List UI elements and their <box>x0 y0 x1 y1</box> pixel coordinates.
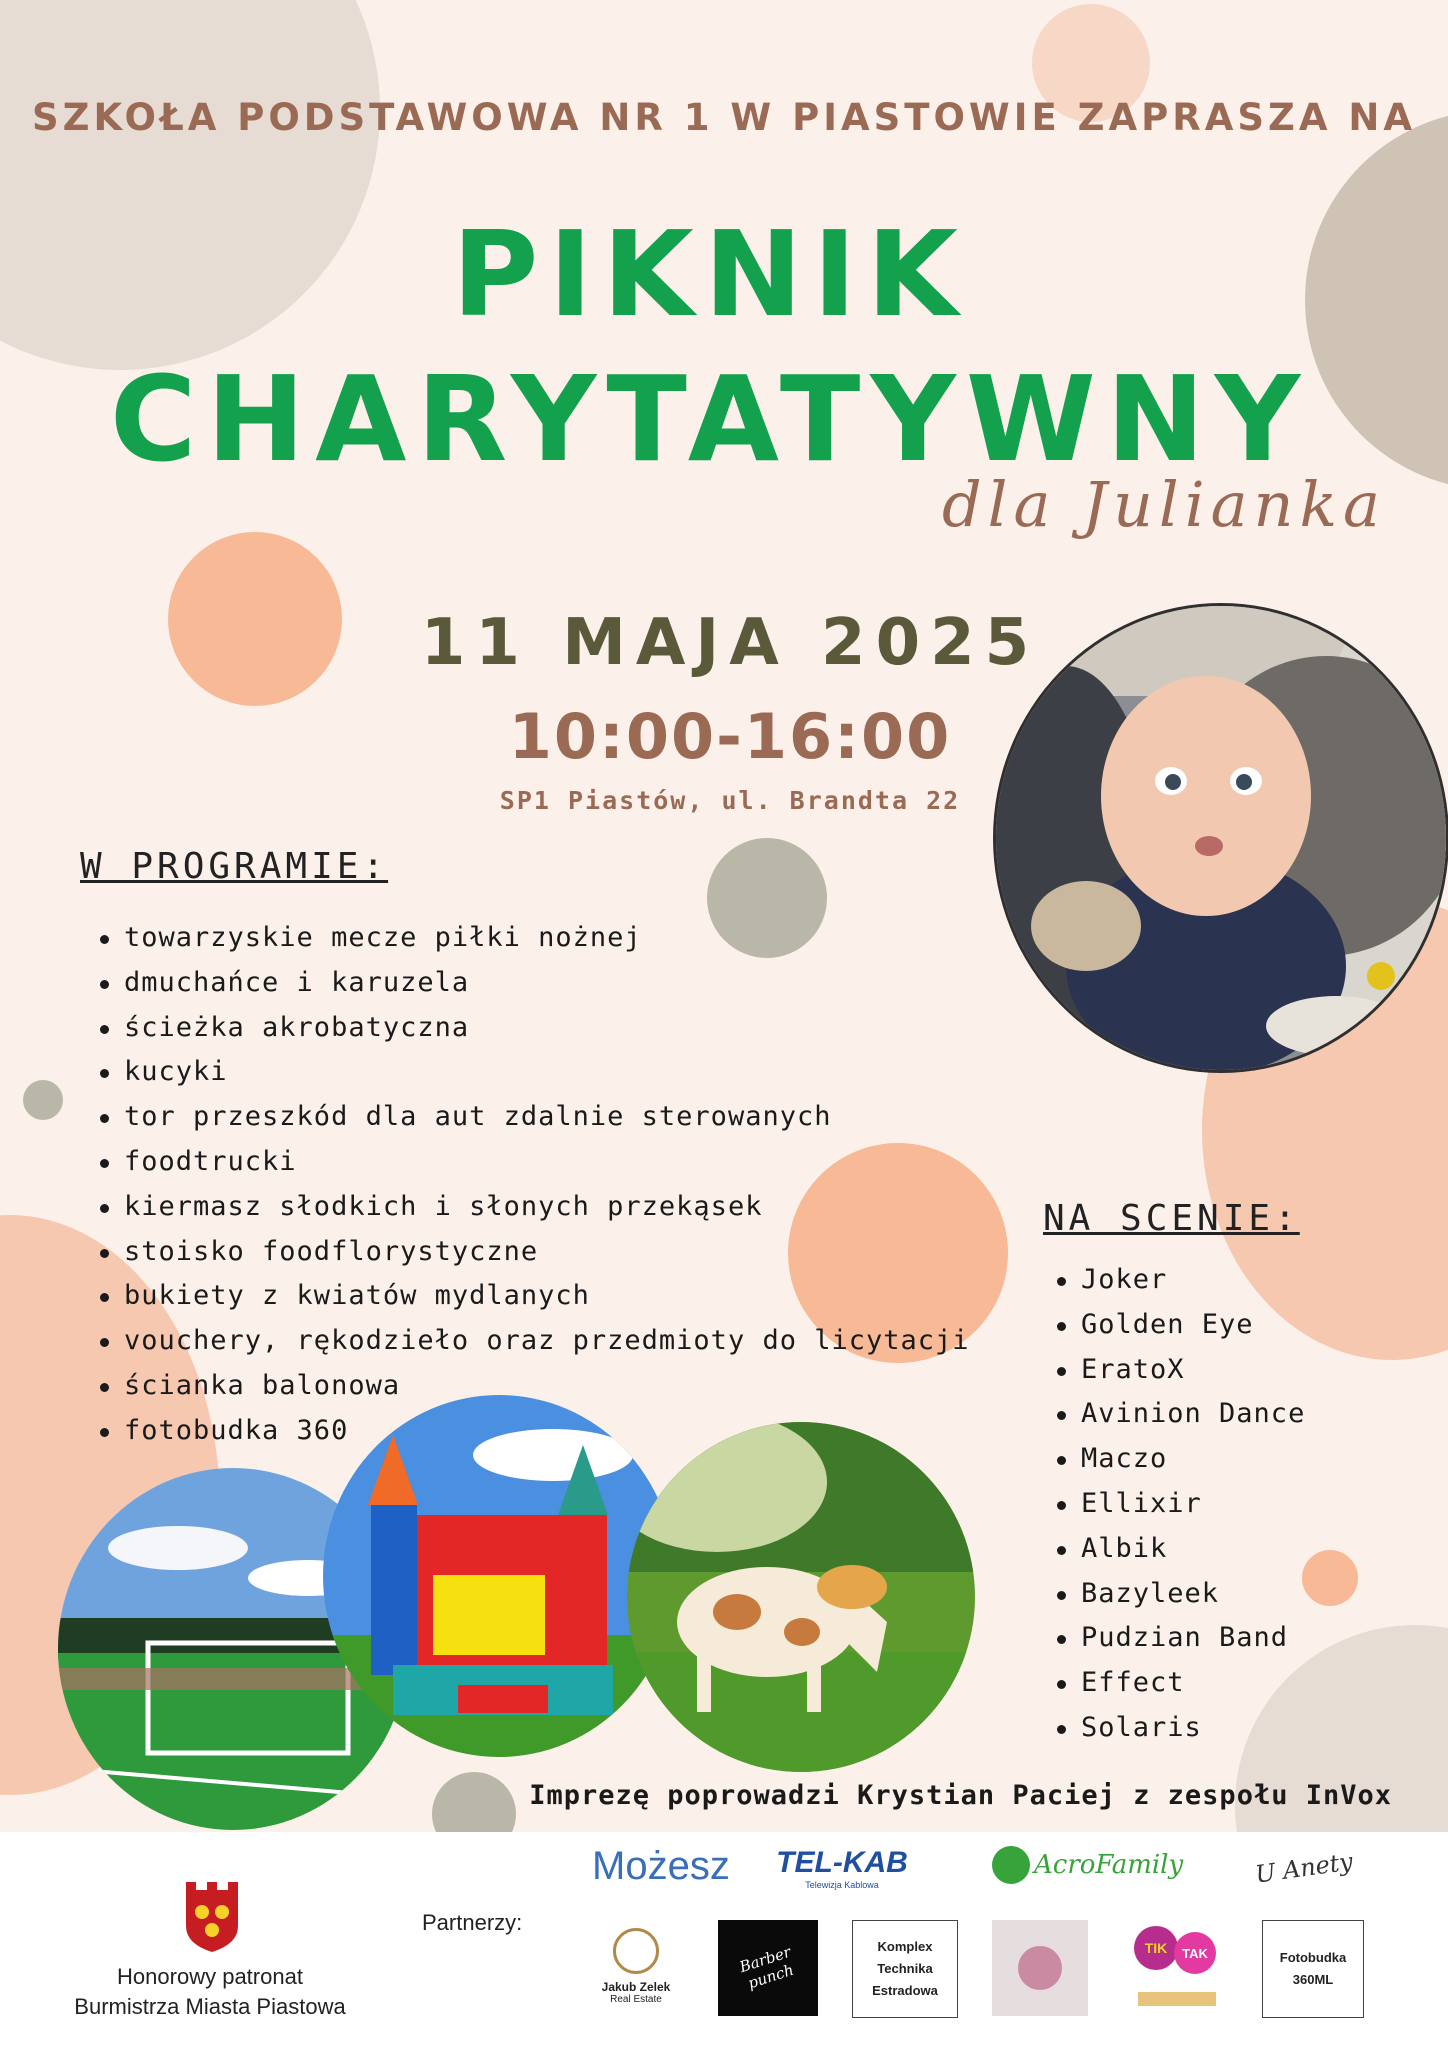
coat-of-arms-icon <box>182 1882 242 1956</box>
program-item: fotobudka 360 <box>96 1409 970 1454</box>
komplex-logo <box>852 1920 958 2018</box>
event-time: 10:00-16:00 <box>508 700 952 773</box>
stage-item: Solaris <box>1053 1706 1305 1751</box>
stage-list <box>1053 1258 1305 1751</box>
pony-photo <box>627 1422 975 1772</box>
pony-illustration <box>627 1422 975 1772</box>
acrofamily-logo-text: AcroFamily <box>1034 1850 1184 1880</box>
program-item: foodtrucki <box>96 1140 970 1185</box>
stage-item: Pudzian Band <box>1053 1616 1305 1661</box>
stage-item: Joker <box>1053 1258 1305 1303</box>
barber-punch-text: Barber punch <box>737 1942 796 1993</box>
balloon-tak: TAK <box>1174 1932 1216 1974</box>
fotobudka-line-1: Fotobudka <box>1279 1950 1347 1965</box>
program-list <box>96 916 970 1454</box>
stage-item: Avinion Dance <box>1053 1392 1305 1437</box>
title-line-2: CHARYTATYWNY <box>109 350 1311 488</box>
organizer-header: SZKOŁA PODSTAWOWA NR 1 W PIASTOWIE ZAPRASZA NA <box>32 96 1416 139</box>
jakub-zelek-sub: Real Estate <box>610 1994 662 2005</box>
flower-logo <box>992 1920 1088 2016</box>
stage-item: EratoX <box>1053 1348 1305 1393</box>
building-icon <box>613 1928 659 1974</box>
tik-tak-banner <box>1138 1992 1216 2006</box>
acrofamily-icon <box>992 1846 1030 1884</box>
event-date: 11 MAJA 2025 <box>420 606 1040 680</box>
program-item: ścieżka akrobatyczna <box>96 1006 970 1051</box>
program-item: vouchery, rękodzieło oraz przedmioty do licytacji <box>96 1319 970 1364</box>
flower-bouquet-icon <box>1018 1946 1062 1990</box>
telkab-logo-sub: Telewizja Kablowa <box>805 1880 879 1890</box>
komplex-line-3: Estradowa <box>872 1983 938 1998</box>
host-line: Imprezę poprowadzi Krystian Paciej z zespołu InVox <box>529 1780 1392 1811</box>
acrofamily-logo <box>992 1846 1183 1884</box>
stage-item: Albik <box>1053 1527 1305 1572</box>
stage-item: Maczo <box>1053 1437 1305 1482</box>
program-item: bukiety z kwiatów mydlanych <box>96 1274 970 1319</box>
fotobudka-logo <box>1262 1920 1364 2018</box>
tik-tak-logo <box>1130 1922 1222 2014</box>
jakub-zelek-logo <box>586 1928 686 2005</box>
title-line-1: PIKNIK <box>452 205 968 343</box>
telkab-logo-text: TEL-KAB <box>776 1846 908 1879</box>
barber-punch-logo <box>718 1920 818 2016</box>
program-item: kucyki <box>96 1050 970 1095</box>
mozesz-logo: Możesz <box>592 1844 730 1888</box>
footer <box>0 1832 1448 2048</box>
jakub-zelek-name: Jakub Zelek <box>601 1980 671 1994</box>
program-item: kiermasz słodkich i słonych przekąsek <box>96 1185 970 1230</box>
patron-line-1: Honorowy patronat <box>117 1964 303 1989</box>
program-item: ścianka balonowa <box>96 1364 970 1409</box>
decor-circle-peach-left <box>168 532 342 706</box>
komplex-line-1: Komplex <box>877 1939 933 1954</box>
telkab-logo <box>772 1846 912 1890</box>
program-item: tor przeszkód dla aut zdalnie sterowanych <box>96 1095 970 1140</box>
stage-item: Bazyleek <box>1053 1572 1305 1617</box>
komplex-line-2: Technika <box>877 1961 933 1976</box>
bouncy-castle-photo <box>323 1395 675 1757</box>
decor-circle-peach-small <box>1302 1550 1358 1606</box>
fotobudka-line-2: 360ML <box>1292 1972 1334 1987</box>
program-item: stoisko foodflorystyczne <box>96 1230 970 1275</box>
patron-line-2: Burmistrza Miasta Piastowa <box>74 1994 346 2019</box>
program-item: dmuchańce i karuzela <box>96 961 970 1006</box>
stage-item: Effect <box>1053 1661 1305 1706</box>
uanety-logo: U Anety <box>1253 1847 1355 1889</box>
decor-circle-sage-small <box>23 1080 63 1120</box>
stage-item: Ellixir <box>1053 1482 1305 1527</box>
program-item: towarzyskie mecze piłki nożnej <box>96 916 970 961</box>
partners-label: Partnerzy: <box>422 1910 523 1935</box>
event-venue: SP1 Piastów, ul. Brandta 22 <box>499 786 961 815</box>
bouncy-castle-illustration <box>323 1395 675 1757</box>
program-heading: W PROGRAMIE: <box>80 846 389 887</box>
stage-heading: NA SCENIE: <box>1043 1198 1300 1239</box>
balloon-tik: TIK <box>1134 1926 1178 1970</box>
stage-item: Golden Eye <box>1053 1303 1305 1348</box>
baby-photo-illustration <box>996 606 1448 1073</box>
baby-photo <box>993 603 1448 1073</box>
patron-caption <box>40 1962 380 2022</box>
subtitle-script: dla Julianka <box>941 468 1386 541</box>
